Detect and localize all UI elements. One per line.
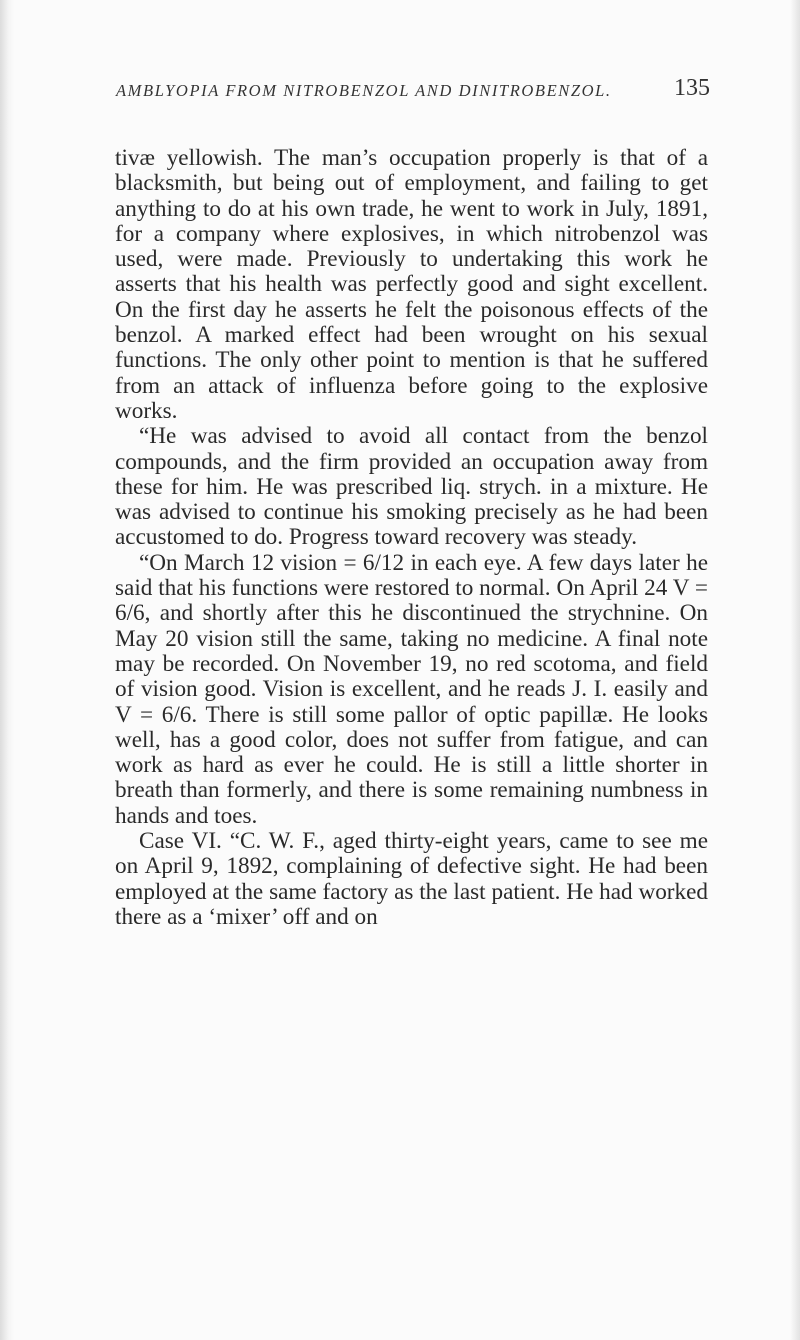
- paragraph-continuation: tivæ yellowish. The man’s occupation properly is that of a blacksmith, but being out of employment, and failing to get anything to do at his own trade, he went to work in July, 1891, for a company where explosives, in which nitrobenzol was used, were made. Previously to undertaking this work he asserts that his health was perfectly good and sight excellent. On the first day he asserts he felt the poisonous effects of the benzol. A marked effect had been wrought on his sexual functions. The only other point to mention is that he suffered from an attack of influenza before going to the explosive works.: [115, 145, 708, 424]
- paragraph-advice: “He was advised to avoid all contact from the benzol compounds, and the firm provided an occupation away from these for him. He was prescribed liq. strych. in a mixture. He was advised to continue his smoking precisely as he had been accustomed to do. Progress toward recovery was steady.: [115, 423, 708, 551]
- page-number: 135: [674, 75, 710, 101]
- page-edge-shadow-right: [790, 0, 800, 1340]
- page-header: [116, 75, 710, 105]
- running-head: AMBLYOPIA FROM NITROBENZOL AND DINITROBENZOL.: [116, 81, 612, 100]
- paragraph-case-vi: Case VI. “C. W. F., aged thirty-eight years, came to see me on April 9, 1892, complaining of defective sight. He had been employed at the same factory as the last patient. He had worked there as a ‘mixer’ off and on: [115, 828, 708, 930]
- page-edge-shadow: [0, 0, 14, 1340]
- body-text: [115, 146, 708, 930]
- paragraph-progress: “On March 12 vision = 6/12 in each eye. A few days later he said that his functions were restored to normal. On April 24 V = 6/6, and shortly after this he discontinued the strychnine. On May 20 vision still the same, taking no medicine. A final note may be recorded. On November 19, no red scotoma, and field of vision good. Vision is excellent, and he reads J. I. easily and V = 6/6. There is still some pallor of optic papillæ. He looks well, has a good color, does not suffer from fatigue, and can work as hard as ever he could. He is still a little shorter in breath than formerly, and there is some remaining numbness in hands and toes.: [115, 549, 708, 829]
